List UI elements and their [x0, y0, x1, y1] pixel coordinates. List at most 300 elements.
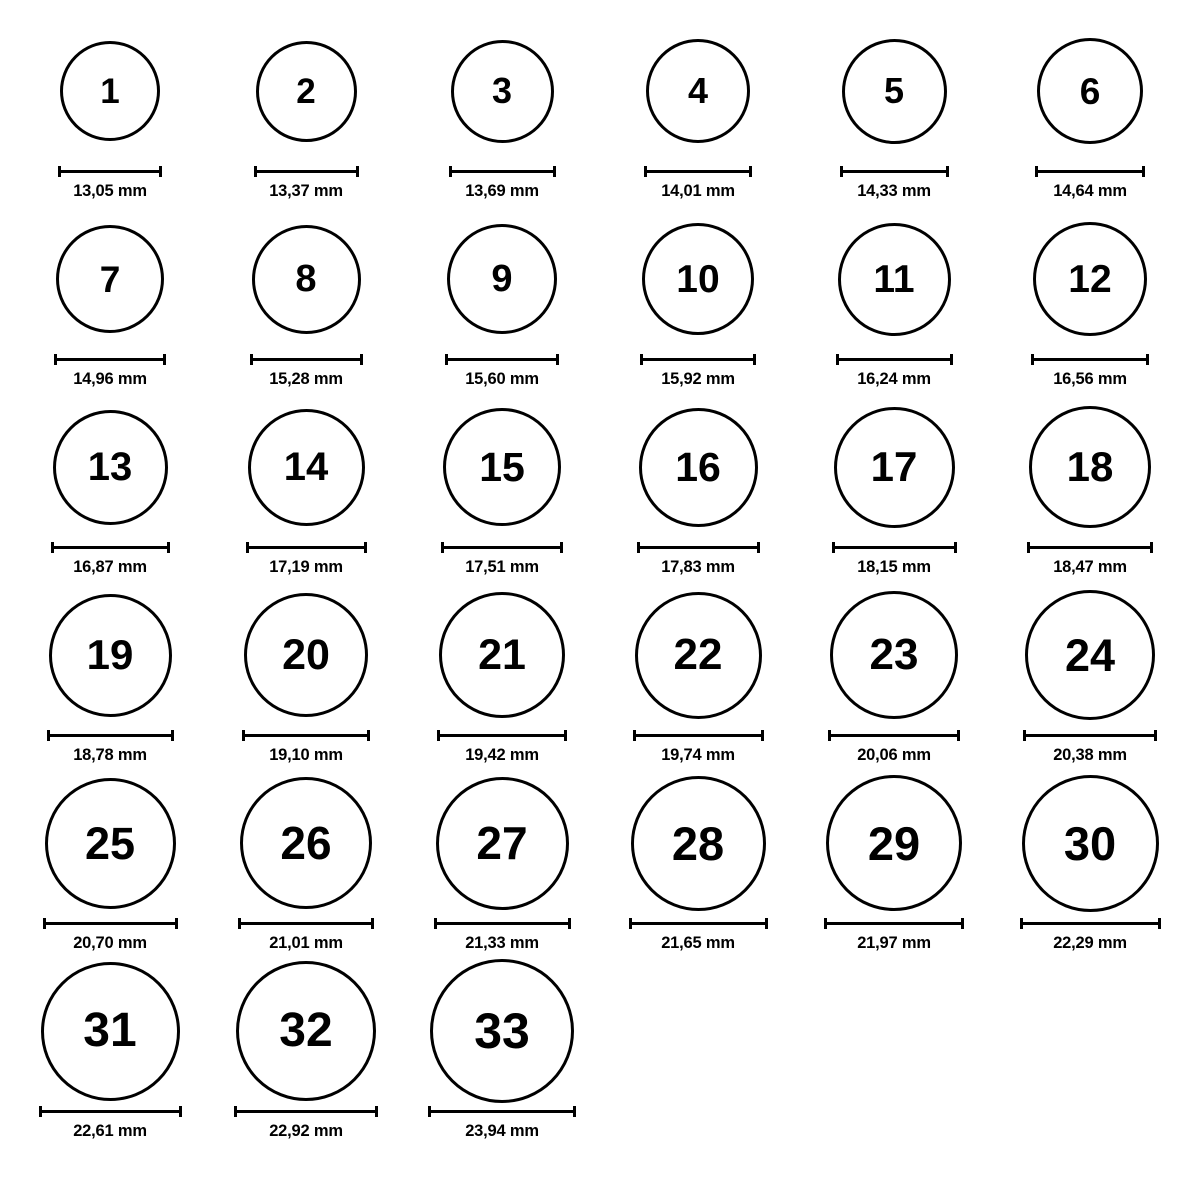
- ring-circle: [49, 594, 172, 717]
- caliper-icon: [47, 730, 174, 741]
- ring-diameter-label: 18,15 mm: [857, 558, 931, 576]
- caliper-icon: [39, 1106, 182, 1117]
- ring-circle: [826, 775, 962, 911]
- caliper-tick-right: [360, 354, 363, 365]
- caliper-icon: [238, 918, 374, 929]
- caliper-icon: [633, 730, 764, 741]
- ring-circle: [830, 591, 958, 719]
- caliper-tick-left: [644, 166, 647, 177]
- ring-size-cell: [995, 582, 1185, 770]
- ring-size-number: 13: [87, 445, 133, 489]
- ring-circle-wrap: [60, 18, 160, 164]
- caliper-tick-right: [1146, 354, 1149, 365]
- ring-circle: [244, 593, 368, 717]
- caliper-bar: [1031, 358, 1149, 361]
- ring-diameter-label: 16,87 mm: [73, 558, 147, 576]
- ring-circle: [447, 224, 557, 334]
- caliper-tick-right: [364, 542, 367, 553]
- ring-measurement: [43, 918, 178, 953]
- caliper-bar: [840, 170, 949, 173]
- ring-circle: [1022, 775, 1159, 912]
- caliper-tick-right: [961, 918, 964, 929]
- ring-size-cell: [407, 582, 597, 770]
- caliper-tick-right: [556, 354, 559, 365]
- ring-measurement: [445, 354, 559, 389]
- ring-measurement: [246, 542, 367, 577]
- ring-circle-wrap: [838, 206, 951, 352]
- ring-circle-wrap: [447, 206, 557, 352]
- caliper-tick-right: [179, 1106, 182, 1117]
- caliper-tick-left: [54, 354, 57, 365]
- ring-measurement: [254, 166, 359, 201]
- ring-diameter-label: 22,61 mm: [73, 1122, 147, 1140]
- caliper-icon: [1020, 918, 1161, 929]
- ring-size-number: 10: [676, 257, 720, 301]
- caliper-bar: [238, 922, 374, 925]
- caliper-bar: [1023, 734, 1157, 737]
- caliper-tick-left: [832, 542, 835, 553]
- ring-size-number: 23: [869, 630, 919, 679]
- caliper-tick-left: [51, 542, 54, 553]
- caliper-tick-right: [1158, 918, 1161, 929]
- caliper-tick-left: [1020, 918, 1023, 929]
- ring-diameter-label: 14,96 mm: [73, 370, 147, 388]
- caliper-bar: [1035, 170, 1145, 173]
- caliper-bar: [824, 922, 964, 925]
- ring-size-cell: [799, 394, 989, 582]
- ring-circle: [436, 777, 569, 910]
- ring-circle: [642, 223, 754, 335]
- ring-diameter-label: 16,24 mm: [857, 370, 931, 388]
- caliper-tick-right: [175, 918, 178, 929]
- ring-circle-wrap: [53, 394, 168, 540]
- caliper-icon: [242, 730, 370, 741]
- caliper-icon: [824, 918, 964, 929]
- ring-circle: [236, 961, 376, 1101]
- ring-size-number: 5: [883, 70, 905, 111]
- ring-size-number: 15: [479, 443, 525, 490]
- ring-measurement: [629, 918, 768, 953]
- ring-diameter-label: 20,38 mm: [1053, 746, 1127, 764]
- ring-size-number: 6: [1079, 70, 1101, 112]
- caliper-tick-right: [167, 542, 170, 553]
- caliper-tick-left: [637, 542, 640, 553]
- ring-circle: [646, 39, 750, 143]
- caliper-icon: [832, 542, 957, 553]
- ring-circle: [430, 959, 574, 1103]
- caliper-bar: [445, 358, 559, 361]
- ring-size-number: 33: [474, 1003, 530, 1059]
- ring-size-number: 2: [296, 71, 316, 111]
- ring-measurement: [441, 542, 563, 577]
- ring-circle-wrap: [1022, 770, 1159, 916]
- caliper-tick-left: [633, 730, 636, 741]
- ring-circle-wrap: [56, 206, 164, 352]
- ring-diameter-label: 22,92 mm: [269, 1122, 343, 1140]
- ring-circle-wrap: [436, 770, 569, 916]
- ring-measurement: [428, 1106, 576, 1141]
- ring-circle-wrap: [244, 582, 368, 728]
- caliper-bar: [637, 546, 760, 549]
- ring-size-number: 14: [283, 445, 329, 489]
- ring-size-cell: [995, 206, 1185, 394]
- ring-measurement: [242, 730, 370, 765]
- ring-measurement: [1020, 918, 1161, 953]
- caliper-icon: [1023, 730, 1157, 741]
- caliper-bar: [254, 170, 359, 173]
- caliper-tick-left: [640, 354, 643, 365]
- ring-diameter-label: 21,33 mm: [465, 934, 539, 952]
- ring-measurement: [828, 730, 960, 765]
- ring-circle-wrap: [1025, 582, 1155, 728]
- ring-size-cell: [15, 206, 205, 394]
- ring-circle: [639, 408, 758, 527]
- caliper-bar: [441, 546, 563, 549]
- caliper-tick-left: [1035, 166, 1038, 177]
- ring-size-number: 17: [870, 443, 918, 490]
- ring-size-number: 31: [83, 1004, 137, 1057]
- caliper-tick-left: [449, 166, 452, 177]
- ring-size-number: 19: [86, 631, 134, 678]
- caliper-tick-left: [434, 918, 437, 929]
- ring-circle-wrap: [451, 18, 554, 164]
- ring-size-cell: [407, 206, 597, 394]
- ring-circle: [631, 776, 766, 911]
- ring-circle-wrap: [240, 770, 372, 916]
- ring-circle: [1037, 38, 1143, 144]
- ring-size-number: 22: [673, 630, 723, 679]
- caliper-tick-right: [1154, 730, 1157, 741]
- caliper-tick-right: [1150, 542, 1153, 553]
- ring-measurement: [250, 354, 363, 389]
- ring-measurement: [449, 166, 556, 201]
- caliper-tick-right: [163, 354, 166, 365]
- ring-circle-wrap: [256, 18, 357, 164]
- ring-size-number: 25: [84, 817, 136, 869]
- ring-circle: [240, 777, 372, 909]
- ring-diameter-label: 13,05 mm: [73, 182, 147, 200]
- ring-size-cell: [799, 206, 989, 394]
- caliper-tick-right: [753, 354, 756, 365]
- ring-size-number: 30: [1063, 816, 1117, 870]
- ring-circle-wrap: [635, 582, 762, 728]
- ring-size-cell: [211, 582, 401, 770]
- caliper-icon: [629, 918, 768, 929]
- ring-size-cell: [603, 394, 793, 582]
- ring-measurement: [836, 354, 953, 389]
- caliper-bar: [836, 358, 953, 361]
- caliper-tick-left: [840, 166, 843, 177]
- ring-size-number: 8: [295, 258, 317, 300]
- caliper-icon: [441, 542, 563, 553]
- ring-circle: [635, 592, 762, 719]
- ring-diameter-label: 19,10 mm: [269, 746, 343, 764]
- ring-circle: [60, 41, 160, 141]
- caliper-bar: [437, 734, 567, 737]
- ring-measurement: [51, 542, 170, 577]
- ring-diameter-label: 19,42 mm: [465, 746, 539, 764]
- ring-diameter-label: 21,97 mm: [857, 934, 931, 952]
- ring-circle-wrap: [826, 770, 962, 916]
- caliper-icon: [246, 542, 367, 553]
- ring-circle: [45, 778, 176, 909]
- caliper-tick-right: [159, 166, 162, 177]
- ring-diameter-label: 14,01 mm: [661, 182, 735, 200]
- ring-size-grid: [0, 18, 1200, 1146]
- ring-circle-wrap: [430, 958, 574, 1104]
- caliper-tick-right: [371, 918, 374, 929]
- caliper-bar: [234, 1110, 378, 1113]
- ring-measurement: [824, 918, 964, 953]
- ring-size-cell: [211, 770, 401, 958]
- ring-diameter-label: 15,92 mm: [661, 370, 735, 388]
- caliper-icon: [445, 354, 559, 365]
- ring-diameter-label: 20,06 mm: [857, 746, 931, 764]
- caliper-tick-left: [43, 918, 46, 929]
- ring-size-cell: [995, 770, 1185, 958]
- ring-circle: [252, 225, 361, 334]
- ring-circle-wrap: [834, 394, 955, 540]
- ring-diameter-label: 14,64 mm: [1053, 182, 1127, 200]
- caliper-tick-left: [250, 354, 253, 365]
- ring-size-cell: [15, 958, 205, 1146]
- caliper-bar: [246, 546, 367, 549]
- ring-size-cell: [211, 394, 401, 582]
- ring-circle: [41, 962, 180, 1101]
- caliper-icon: [43, 918, 178, 929]
- ring-size-number: 9: [491, 258, 513, 300]
- caliper-icon: [434, 918, 571, 929]
- ring-circle: [842, 39, 947, 144]
- ring-size-number: 26: [280, 817, 332, 869]
- caliper-icon: [828, 730, 960, 741]
- ring-measurement: [234, 1106, 378, 1141]
- caliper-icon: [250, 354, 363, 365]
- caliper-tick-right: [761, 730, 764, 741]
- ring-circle-wrap: [646, 18, 750, 164]
- ring-size-cell: [603, 582, 793, 770]
- caliper-tick-right: [171, 730, 174, 741]
- caliper-bar: [1020, 922, 1161, 925]
- ring-size-cell: [211, 18, 401, 206]
- ring-size-number: 4: [687, 70, 709, 111]
- ring-diameter-label: 14,33 mm: [857, 182, 931, 200]
- caliper-tick-left: [39, 1106, 42, 1117]
- ring-circle: [1033, 222, 1147, 336]
- caliper-bar: [1027, 546, 1153, 549]
- caliper-icon: [54, 354, 166, 365]
- ring-size-cell: [15, 394, 205, 582]
- ring-size-number: 29: [867, 816, 921, 870]
- caliper-tick-left: [441, 542, 444, 553]
- caliper-tick-left: [242, 730, 245, 741]
- ring-circle-wrap: [1037, 18, 1143, 164]
- ring-measurement: [1035, 166, 1145, 201]
- caliper-tick-right: [560, 542, 563, 553]
- ring-size-number: 32: [279, 1004, 333, 1057]
- ring-measurement: [39, 1106, 182, 1141]
- caliper-icon: [428, 1106, 576, 1117]
- ring-circle-wrap: [631, 770, 766, 916]
- caliper-tick-left: [824, 918, 827, 929]
- ring-size-cell: [211, 206, 401, 394]
- ring-measurement: [633, 730, 764, 765]
- ring-circle: [56, 225, 164, 333]
- ring-diameter-label: 16,56 mm: [1053, 370, 1127, 388]
- ring-size-cell: [799, 18, 989, 206]
- caliper-tick-left: [246, 542, 249, 553]
- ring-size-number: 18: [1066, 443, 1114, 490]
- caliper-tick-left: [836, 354, 839, 365]
- ring-size-number: 16: [675, 443, 721, 490]
- ring-size-cell: [799, 770, 989, 958]
- caliper-bar: [58, 170, 162, 173]
- ring-size-number: 21: [478, 630, 526, 679]
- ring-size-number: 1: [100, 71, 120, 111]
- ring-size-number: 24: [1064, 629, 1116, 681]
- ring-diameter-label: 23,94 mm: [465, 1122, 539, 1140]
- caliper-icon: [1031, 354, 1149, 365]
- ring-circle: [248, 409, 365, 526]
- caliper-bar: [250, 358, 363, 361]
- ring-measurement: [640, 354, 756, 389]
- ring-circle-wrap: [248, 394, 365, 540]
- ring-circle-wrap: [842, 18, 947, 164]
- ring-size-number: 11: [873, 257, 915, 301]
- ring-circle-wrap: [236, 958, 376, 1104]
- caliper-tick-right: [757, 542, 760, 553]
- ring-size-number: 3: [491, 70, 513, 111]
- caliper-bar: [47, 734, 174, 737]
- caliper-tick-left: [1023, 730, 1026, 741]
- caliper-icon: [58, 166, 162, 177]
- caliper-tick-right: [553, 166, 556, 177]
- caliper-icon: [51, 542, 170, 553]
- ring-measurement: [58, 166, 162, 201]
- ring-circle: [256, 41, 357, 142]
- caliper-tick-right: [568, 918, 571, 929]
- caliper-tick-right: [954, 542, 957, 553]
- caliper-tick-left: [428, 1106, 431, 1117]
- ring-circle-wrap: [443, 394, 561, 540]
- ring-size-number: 27: [476, 817, 528, 869]
- ring-diameter-label: 20,70 mm: [73, 934, 147, 952]
- ring-circle: [53, 410, 168, 525]
- ring-measurement: [238, 918, 374, 953]
- ring-measurement: [54, 354, 166, 389]
- caliper-bar: [51, 546, 170, 549]
- ring-circle-wrap: [1033, 206, 1147, 352]
- ring-diameter-label: 13,37 mm: [269, 182, 343, 200]
- caliper-bar: [828, 734, 960, 737]
- ring-size-number: 20: [282, 630, 330, 679]
- ring-measurement: [434, 918, 571, 953]
- caliper-tick-right: [1142, 166, 1145, 177]
- ring-diameter-label: 18,78 mm: [73, 746, 147, 764]
- ring-size-cell: [407, 18, 597, 206]
- caliper-icon: [234, 1106, 378, 1117]
- caliper-bar: [428, 1110, 576, 1113]
- ring-size-cell: [603, 206, 793, 394]
- ring-circle-wrap: [639, 394, 758, 540]
- ring-diameter-label: 21,65 mm: [661, 934, 735, 952]
- caliper-bar: [434, 922, 571, 925]
- caliper-bar: [629, 922, 768, 925]
- ring-measurement: [1027, 542, 1153, 577]
- caliper-icon: [1027, 542, 1153, 553]
- caliper-tick-left: [445, 354, 448, 365]
- ring-size-cell: [603, 18, 793, 206]
- caliper-tick-right: [356, 166, 359, 177]
- ring-size-cell: [15, 582, 205, 770]
- caliper-tick-right: [564, 730, 567, 741]
- caliper-bar: [633, 734, 764, 737]
- caliper-tick-right: [950, 354, 953, 365]
- ring-measurement: [1023, 730, 1157, 765]
- ring-diameter-label: 22,29 mm: [1053, 934, 1127, 952]
- ring-measurement: [644, 166, 752, 201]
- ring-circle-wrap: [252, 206, 361, 352]
- caliper-tick-right: [765, 918, 768, 929]
- ring-diameter-label: 17,19 mm: [269, 558, 343, 576]
- ring-size-cell: [799, 582, 989, 770]
- caliper-tick-left: [234, 1106, 237, 1117]
- ring-size-cell: [407, 394, 597, 582]
- ring-circle: [838, 223, 951, 336]
- ring-circle: [1029, 406, 1151, 528]
- ring-circle: [1025, 590, 1155, 720]
- ring-measurement: [840, 166, 949, 201]
- caliper-icon: [1035, 166, 1145, 177]
- ring-circle: [834, 407, 955, 528]
- ring-diameter-label: 19,74 mm: [661, 746, 735, 764]
- ring-size-cell: [995, 18, 1185, 206]
- caliper-icon: [836, 354, 953, 365]
- caliper-tick-left: [629, 918, 632, 929]
- ring-circle-wrap: [830, 582, 958, 728]
- caliper-tick-left: [47, 730, 50, 741]
- caliper-tick-left: [238, 918, 241, 929]
- ring-circle-wrap: [41, 958, 180, 1104]
- ring-size-number: 28: [671, 816, 725, 870]
- caliper-icon: [640, 354, 756, 365]
- caliper-tick-right: [957, 730, 960, 741]
- ring-measurement: [47, 730, 174, 765]
- ring-size-number: 7: [99, 258, 121, 300]
- ring-circle-wrap: [45, 770, 176, 916]
- caliper-icon: [840, 166, 949, 177]
- caliper-icon: [449, 166, 556, 177]
- caliper-bar: [43, 922, 178, 925]
- caliper-tick-right: [749, 166, 752, 177]
- ring-diameter-label: 15,28 mm: [269, 370, 343, 388]
- caliper-bar: [449, 170, 556, 173]
- ring-circle-wrap: [439, 582, 565, 728]
- caliper-tick-left: [254, 166, 257, 177]
- ring-size-cell: [407, 770, 597, 958]
- ring-diameter-label: 18,47 mm: [1053, 558, 1127, 576]
- caliper-bar: [54, 358, 166, 361]
- ring-diameter-label: 15,60 mm: [465, 370, 539, 388]
- ring-size-cell: [15, 770, 205, 958]
- caliper-bar: [832, 546, 957, 549]
- ring-diameter-label: 17,83 mm: [661, 558, 735, 576]
- caliper-icon: [637, 542, 760, 553]
- caliper-bar: [640, 358, 756, 361]
- caliper-tick-right: [375, 1106, 378, 1117]
- caliper-icon: [254, 166, 359, 177]
- caliper-tick-left: [828, 730, 831, 741]
